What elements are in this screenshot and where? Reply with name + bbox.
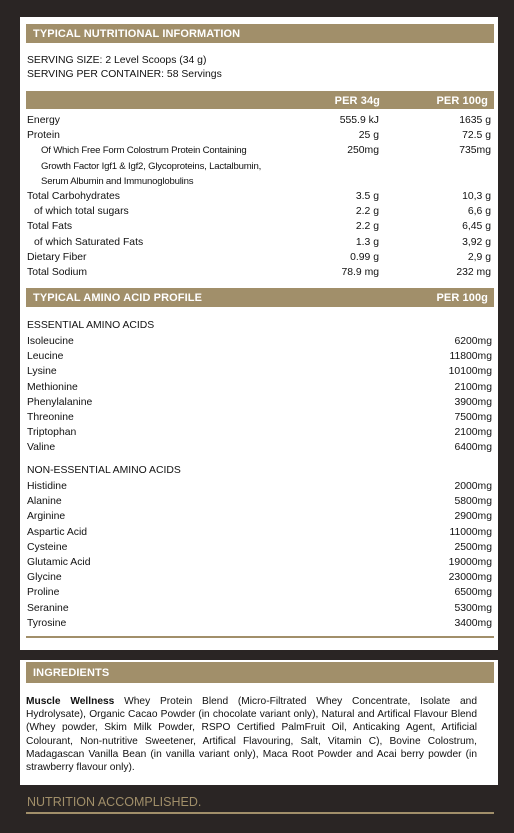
nutrition-row-per-serving: 2.2 g	[355, 221, 379, 233]
amino-row-value: 2000mg	[454, 481, 492, 492]
nutrition-row-per-serving: 0.99 g	[350, 251, 379, 263]
nutrition-row-per-serving: 2.2 g	[355, 206, 379, 218]
amino-row-value: 7500mg	[454, 412, 492, 423]
amino-row-label: Leucine	[27, 351, 64, 363]
amino-row-label: Seranine	[27, 602, 69, 614]
footer-slogan: NUTRITION ACCOMPLISHED.	[27, 795, 202, 809]
amino-row-label: Alanine	[27, 496, 62, 508]
amino-row-value: 2100mg	[454, 427, 492, 439]
amino-row-value: 10100mg	[448, 366, 492, 378]
amino-row-value: 11000mg	[449, 526, 492, 538]
nutrition-row-label: Protein	[27, 130, 60, 142]
amino-row-value: 23000mg	[448, 572, 492, 584]
essential-heading: ESSENTIAL AMINO ACIDS	[27, 320, 155, 331]
nutrition-row-per-100g: 6,45 g	[462, 221, 491, 233]
nutrition-row-per-100g: 2,9 g	[467, 251, 491, 263]
nutrition-row-per-100g: 3,92 g	[462, 236, 491, 248]
nutrition-row-per-100g: 232 mg	[456, 267, 491, 278]
nutrition-row-label: Energy	[27, 115, 60, 126]
amino-row-label: Valine	[27, 442, 56, 454]
amino-row-value: 2500mg	[454, 541, 492, 553]
amino-row-label: Cysteine	[27, 541, 68, 553]
nutrition-row-label: Total Sodium	[27, 267, 88, 278]
amino-row-label: Proline	[27, 587, 60, 599]
nutrition-row-label: Growth Factor Igf1 & Igf2, Glycoproteins, Lactalbumin,	[41, 160, 262, 172]
amino-row-label: Triptophan	[27, 427, 77, 439]
nutrition-row-label: Serum Albumin and Immunoglobulins	[41, 175, 194, 187]
nutrition-row-per-100g: 10,3 g	[462, 191, 491, 202]
footer-divider	[26, 812, 494, 814]
nutrition-row-label: Of Which Free Form Colostrum Protein Containing	[41, 145, 247, 157]
ingredients-text	[26, 695, 477, 774]
amino-row-value: 6500mg	[454, 587, 492, 599]
nutrition-row-label: of which total sugars	[34, 206, 129, 218]
amino-row-value: 3900mg	[454, 396, 492, 408]
col-per-serving: PER 34g	[334, 95, 380, 107]
amino-row-value: 2100mg	[454, 381, 492, 393]
amino-row-label: Aspartic Acid	[27, 526, 88, 538]
amino-row-label: Methionine	[27, 381, 78, 393]
amino-title: TYPICAL AMINO ACID PROFILE	[33, 292, 203, 304]
nutrition-row-per-100g: 735mg	[459, 145, 491, 157]
nutrition-row-per-serving: 25 g	[358, 130, 379, 142]
amino-row-label: Tyrosine	[27, 617, 67, 629]
nonessential-heading: NON-ESSENTIAL AMINO ACIDS	[27, 465, 181, 476]
amino-bottom-divider	[26, 636, 494, 638]
amino-row-label: Arginine	[27, 511, 66, 523]
amino-row-value: 6200mg	[454, 336, 492, 347]
amino-row-value: 5800mg	[454, 496, 492, 508]
col-per-100g: PER 100g	[436, 95, 488, 107]
amino-row-label: Isoleucine	[27, 336, 74, 347]
nutrition-panel	[20, 17, 498, 650]
nutrition-row-per-serving: 78.9 mg	[341, 267, 379, 278]
ingredients-body: Whey Protein Blend (Micro-Filtrated Whey Concentrate, Isolate and Hydrolysate), Organic Cacao Powder (in chocolate variant only), Natural and Artifical Flavour Blend (Whey powder, Skim Milk Powder, RSPO Certified PalmFruit Oil, Anticaking Agent, Artificial Colourant, Non-nutritive Sweetener, Artifical Flavouring, Salt, Vitamin C), Bovine Colostrum, Madagascan Vanilla Bean (in vanilla variant only), Maca Root Powder and Acai berry powder (in strawberry flavour only).	[26, 696, 477, 774]
nutrition-row-label: Total Fats	[27, 221, 73, 233]
amino-row-label: Glutamic Acid	[27, 557, 91, 568]
ingredients-title: INGREDIENTS	[33, 667, 110, 679]
amino-row-value: 11800mg	[449, 351, 492, 363]
nutrition-row-per-serving: 1.3 g	[355, 236, 379, 248]
amino-row-label: Lysine	[27, 366, 57, 378]
amino-row-label: Phenylalanine	[27, 396, 93, 408]
amino-row-value: 2900mg	[454, 511, 492, 523]
amino-row-value: 5300mg	[454, 602, 492, 614]
amino-row-label: Glycine	[27, 572, 62, 584]
nutrition-row-per-100g: 72.5 g	[462, 130, 491, 142]
nutrition-row-per-serving: 3.5 g	[355, 191, 379, 202]
brand-name: Muscle Wellness	[26, 696, 115, 707]
nutrition-header-bar	[26, 24, 494, 43]
amino-row-label: Histidine	[27, 481, 67, 492]
nutrition-row-per-serving: 555.9 kJ	[339, 115, 379, 126]
serving-size: SERVING SIZE: 2 Level Scoops (34 g)	[27, 55, 207, 66]
nutrition-row-label: Total Carbohydrates	[27, 191, 120, 202]
amino-col-per-100g: PER 100g	[436, 292, 488, 304]
nutrition-row-per-serving: 250mg	[347, 145, 379, 157]
nutrition-row-label: Dietary Fiber	[27, 251, 87, 263]
nutrition-row-label: of which Saturated Fats	[34, 236, 144, 248]
amino-row-value: 6400mg	[454, 442, 492, 454]
amino-row-value: 3400mg	[454, 617, 492, 629]
amino-header-bar	[26, 288, 494, 307]
amino-row-label: Threonine	[27, 412, 74, 423]
nutrition-columns-bar	[26, 91, 494, 109]
ingredients-header-bar	[26, 662, 494, 683]
nutrition-row-per-100g: 1635 g	[459, 115, 491, 126]
servings-per-container: SERVING PER CONTAINER: 58 Servings	[27, 69, 222, 80]
nutrition-title: TYPICAL NUTRITIONAL INFORMATION	[33, 28, 241, 40]
amino-row-value: 19000mg	[448, 557, 492, 568]
nutrition-row-per-100g: 6,6 g	[467, 206, 491, 218]
